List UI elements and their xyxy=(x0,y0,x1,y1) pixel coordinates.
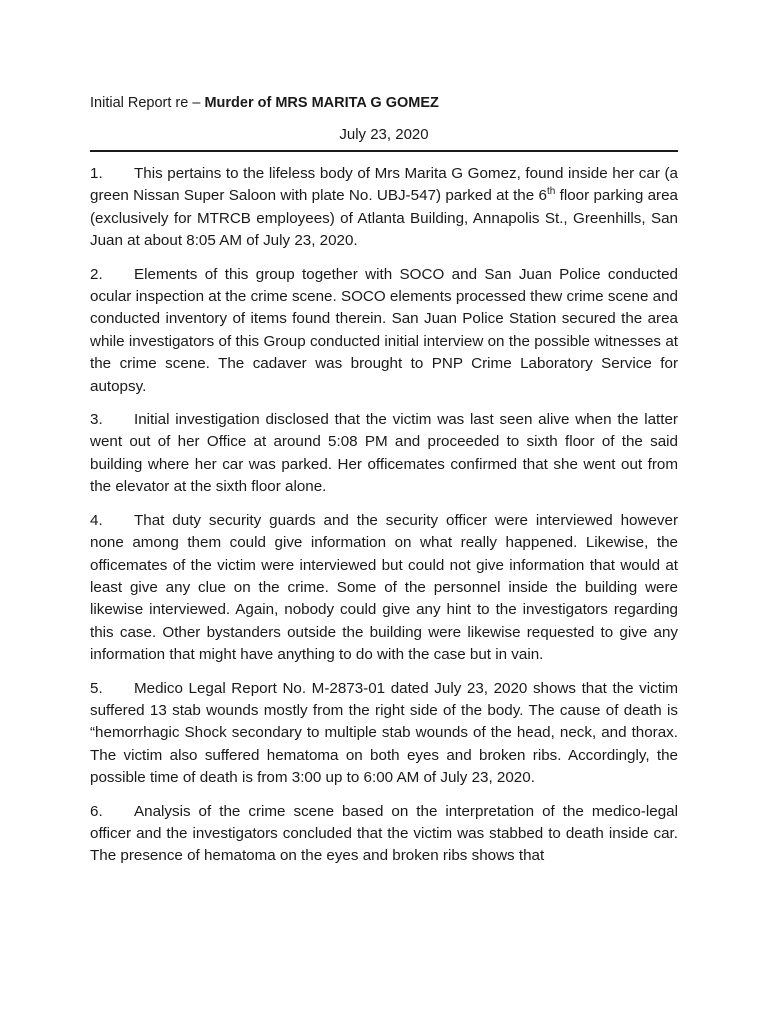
report-body xyxy=(90,163,678,868)
paragraph-3 xyxy=(90,409,678,499)
paragraph-number: 6. xyxy=(90,802,103,820)
report-page xyxy=(90,93,678,868)
paragraph-text: Elements of this group together with SOCO and San Juan Police conducted ocular inspection at the crime scene. SOCO elements processed thew crime scene and conducted inventory of items found therein. San Juan Police Station secured the area while investigators of this Group conducted initial interview on the possible witnesses at the crime scene. The cadaver was brought to PNP Crime Laboratory Service for autopsy. xyxy=(90,265,678,395)
paragraph-text: Medico Legal Report No. M-2873-01 dated July 23, 2020 shows that the victim suffered 13 stab wounds mostly from the right side of the body. The cause of death is “hemorrhagic Shock secondary to multiple stab wounds of the head, neck, and thorax. The victim also suffered hematoma on both eyes and broken ribs. Accordingly, the possible time of death is from 3:00 up to 6:00 AM of July 23, 2020. xyxy=(90,679,678,787)
title-prefix: Initial Report re – xyxy=(90,95,205,111)
paragraph-text: This pertains to the lifeless body of Mrs Marita G Gomez, found inside her car (a green Nissan Super Saloon with plate No. UBJ-547) parked at the 6 xyxy=(90,165,678,205)
paragraph-number: 3. xyxy=(90,411,103,429)
paragraph-text: Initial investigation disclosed that the victim was last seen alive when the latter went out of her Office at around 5:08 PM and proceeded to sixth floor of the said building where her car was parked. Her officemates confirmed that she went out from the elevator at the sixth floor alone. xyxy=(90,411,678,496)
paragraph-text-cont: floor parking area (exclusively for MTRCB employees) of Atlanta Building, Annapolis St., Greenhills, San Juan at about 8:05 AM of July 23, 2020. xyxy=(90,187,678,250)
paragraph-text: That duty security guards and the security officer were interviewed however none among them could give information on what really happened. Likewise, the officemates of the victim were interviewed but could not give information that would at least give any clue on the crime. Some of the personnel inside the building were likewise interviewed. Again, nobody could give any hint to the investigators regarding this case. Other bystanders outside the building were likewise requested to give any information that might have anything to do with the case but in vain. xyxy=(90,511,678,664)
paragraph-1 xyxy=(90,163,678,253)
superscript-ordinal: th xyxy=(546,186,556,198)
paragraph-number: 2. xyxy=(90,265,103,283)
report-title xyxy=(90,93,678,113)
title-subject: Murder of MRS MARITA G GOMEZ xyxy=(204,95,439,111)
paragraph-text: Analysis of the crime scene based on the interpretation of the medico-legal officer and the investigators concluded that the victim was stabbed to death inside car. The presence of hematoma on the eyes and broken ribs shows that xyxy=(90,802,678,865)
report-date: July 23, 2020 xyxy=(90,125,678,152)
paragraph-number: 4. xyxy=(90,511,103,529)
paragraph-4 xyxy=(90,510,678,667)
paragraph-number: 5. xyxy=(90,679,103,697)
paragraph-5 xyxy=(90,678,678,790)
paragraph-number: 1. xyxy=(90,165,103,182)
paragraph-2 xyxy=(90,264,678,398)
paragraph-6 xyxy=(90,801,678,868)
